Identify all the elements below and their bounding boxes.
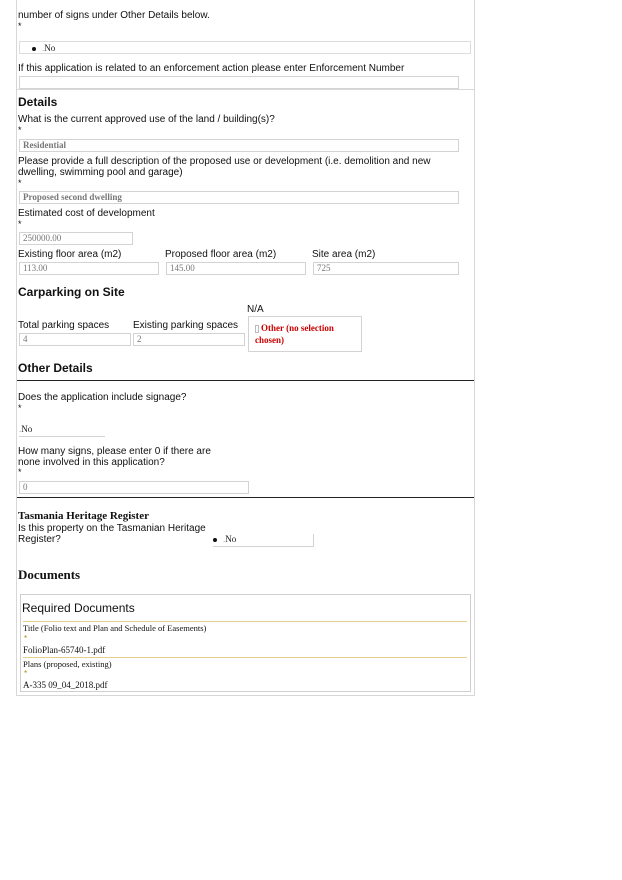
- existing-floor-label: Existing floor area (m2): [18, 249, 122, 260]
- required-marker: *: [24, 634, 28, 643]
- divider: [17, 89, 474, 90]
- required-marker: *: [18, 178, 22, 188]
- divider: [17, 380, 474, 381]
- signs-count-label: How many signs, please enter 0 if there are none involved in this application?: [18, 446, 211, 468]
- signage-select[interactable]: .No: [19, 424, 105, 437]
- other-details-heading: Other Details: [18, 361, 93, 375]
- signs-select-value: No: [44, 43, 56, 53]
- heritage-question: Is this property on the Tasmanian Heritage Register?: [18, 523, 206, 545]
- enforcement-number-input[interactable]: [19, 76, 459, 89]
- required-marker: *: [18, 219, 22, 229]
- document-label: Title (Folio text and Plan and Schedule of Easements): [23, 623, 207, 633]
- form-page: [16, 0, 475, 696]
- bullet-icon: [32, 47, 36, 51]
- required-marker: *: [24, 669, 28, 678]
- documents-heading: Documents: [18, 567, 81, 582]
- cost-input[interactable]: 250000.00: [19, 232, 133, 245]
- document-file-link[interactable]: A-335 09_04_2018.pdf: [23, 680, 108, 690]
- cost-label: Estimated cost of development: [18, 208, 155, 219]
- heritage-value: No: [225, 534, 237, 544]
- required-marker: *: [18, 467, 22, 477]
- document-item: [23, 621, 467, 657]
- carparking-heading: Carparking on Site: [18, 285, 125, 299]
- bullet-icon: [213, 538, 217, 542]
- proposed-floor-label: Proposed floor area (m2): [165, 249, 277, 260]
- proposed-floor-input[interactable]: 145.00: [166, 262, 306, 275]
- description-label: Please provide a full description of the proposed use or development (i.e. demolition and new dwelling, swimming pool and garage): [18, 156, 431, 178]
- divider: [17, 497, 474, 498]
- enforcement-label: If this application is related to an enforcement action please enter Enforcement Number: [18, 63, 405, 74]
- site-area-input[interactable]: 725: [313, 262, 459, 275]
- current-use-input[interactable]: Residential: [19, 139, 459, 152]
- existing-parking-input[interactable]: 2: [133, 333, 245, 346]
- other-parking-select[interactable]: [248, 316, 362, 352]
- signage-label: Does the application include signage?: [18, 392, 187, 403]
- required-marker: *: [18, 125, 22, 135]
- required-documents-title: Required Documents: [22, 601, 135, 615]
- details-heading: Details: [18, 95, 58, 109]
- signs-select[interactable]: .No: [19, 41, 471, 54]
- site-area-label: Site area (m2): [312, 249, 376, 260]
- other-parking-value: Other (no selection chosen): [255, 323, 334, 345]
- na-label: N/A: [247, 304, 264, 315]
- required-marker: *: [18, 21, 22, 31]
- document-item: [23, 657, 467, 689]
- heritage-select[interactable]: .No: [213, 534, 314, 547]
- required-documents-panel: [20, 594, 471, 692]
- total-parking-label: Total parking spaces: [18, 320, 110, 331]
- document-file-link[interactable]: FolioPlan-65740-1.pdf: [23, 645, 106, 655]
- required-marker: *: [18, 403, 22, 413]
- total-parking-input[interactable]: 4: [19, 333, 131, 346]
- signs-intro-text: number of signs under Other Details below.: [18, 10, 210, 21]
- existing-parking-label: Existing parking spaces: [133, 320, 239, 331]
- checkbox-icon: [255, 325, 259, 333]
- current-use-label: What is the current approved use of the land / building(s)?: [18, 114, 275, 125]
- document-label: Plans (proposed, existing): [23, 659, 112, 669]
- heritage-heading: Tasmania Heritage Register: [18, 510, 149, 522]
- existing-floor-input[interactable]: 113.00: [19, 262, 159, 275]
- signs-count-input[interactable]: 0: [19, 481, 249, 494]
- description-input[interactable]: Proposed second dwelling: [19, 191, 459, 204]
- signage-value: No: [21, 424, 33, 434]
